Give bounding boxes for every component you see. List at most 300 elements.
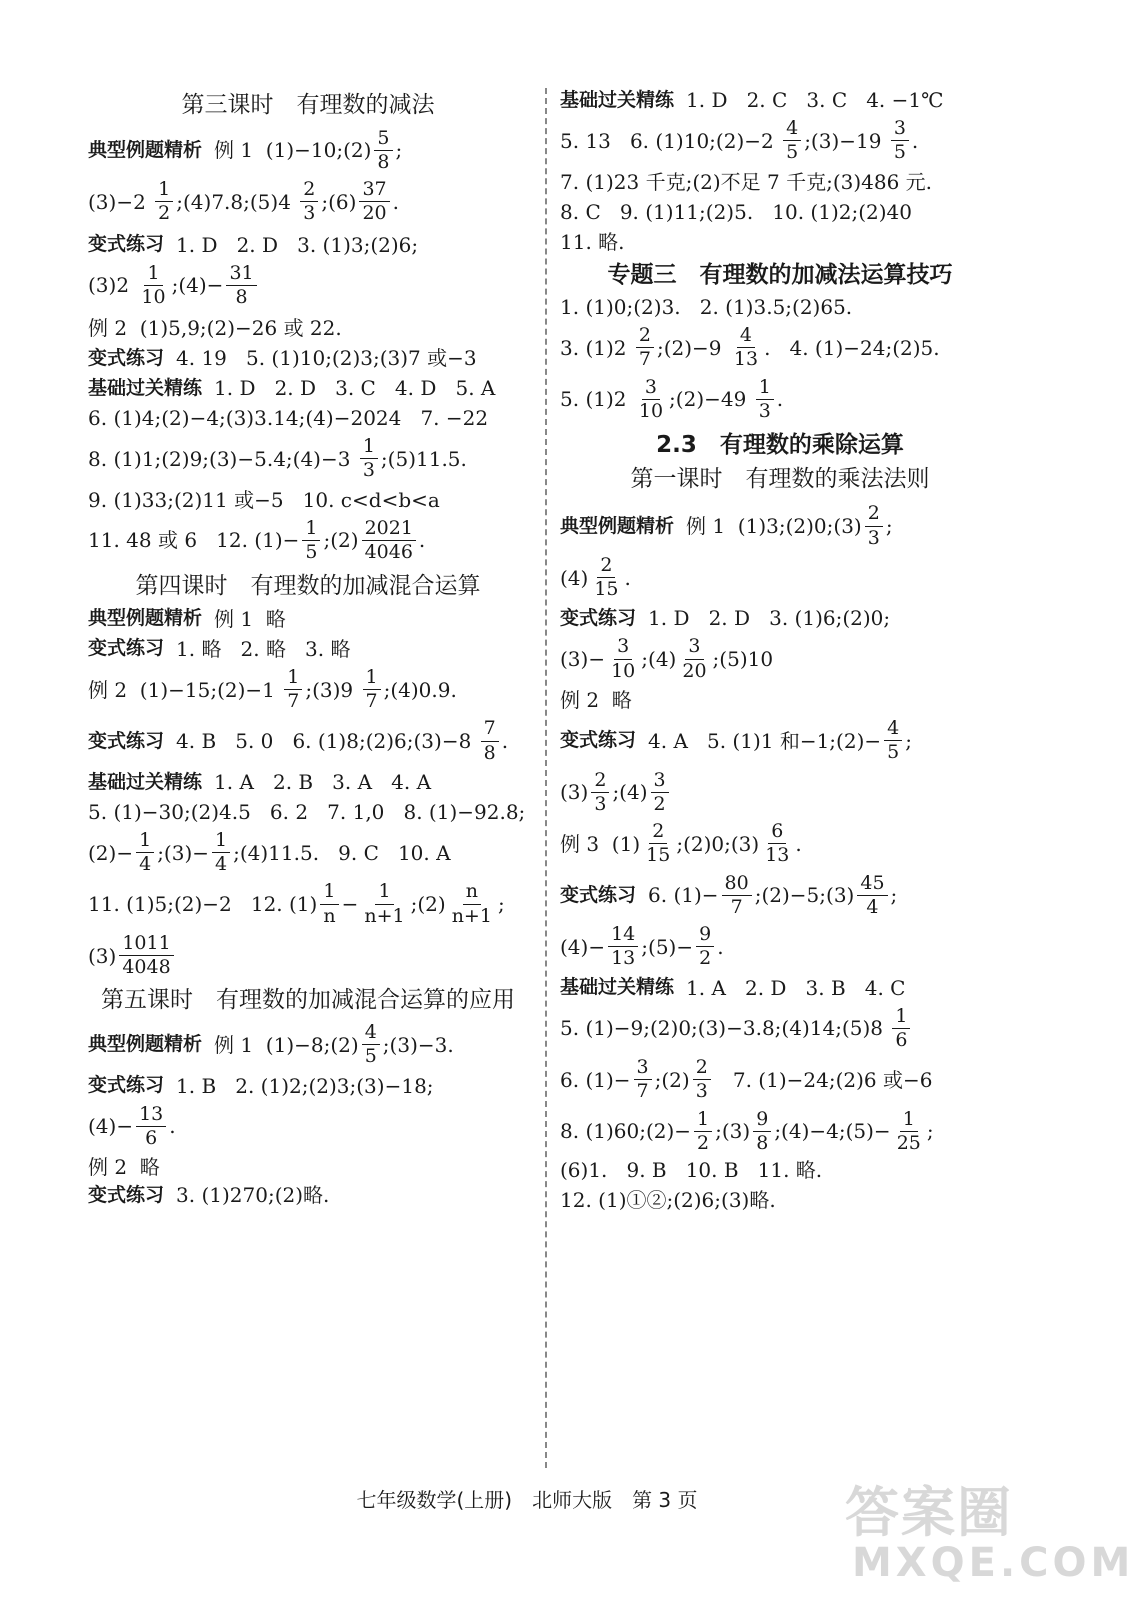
answer-text: ;(4)− (171, 273, 224, 298)
answer-text: 8. C 9. (1)11;(2)5. 10. (1)2;(2)40 (560, 199, 912, 224)
fraction-numerator: 4 (362, 1022, 380, 1045)
answer-text: ;(2)−9 (656, 335, 728, 360)
answer-text: 1. D 2. D 3. (1)6;(2)0; (648, 606, 891, 631)
answer-text: ;(4)0.9. (383, 677, 457, 702)
section-label: 典型例题精析 (88, 138, 203, 161)
fraction (481, 718, 499, 764)
answer-line (88, 263, 528, 309)
fraction (722, 873, 752, 919)
watermark-site: MXQE.COM (852, 1540, 1134, 1586)
fraction (857, 873, 887, 919)
answer-text: 1. D 2. D 3. (1)3;(2)6; (176, 232, 419, 257)
fraction-denominator: 4 (139, 853, 152, 876)
fraction-denominator: 8 (377, 150, 390, 173)
answer-line (88, 800, 528, 824)
answer-line (560, 555, 1000, 601)
answer-line (88, 830, 528, 876)
answer-text: (3)2 (88, 273, 136, 298)
answer-text: 6. (1)− (648, 883, 719, 908)
answer-line (560, 1188, 1000, 1212)
fraction-numerator: 2 (597, 555, 615, 578)
answer-line (560, 976, 1000, 1000)
fraction-denominator: 7 (365, 690, 378, 713)
fraction (155, 179, 173, 225)
fraction-denominator: 4046 (364, 540, 413, 563)
answer-text: ; (905, 728, 912, 753)
section-label: 典型例题精析 (88, 1033, 203, 1056)
answer-text: 例 1 (1)−10;(2) (214, 138, 372, 163)
answer-line (88, 179, 528, 225)
answer-line (560, 295, 1000, 319)
answer-text: (4)− (560, 934, 606, 959)
fraction-numerator: 3 (634, 1057, 652, 1080)
answer-text: ;(3) (715, 1119, 751, 1144)
answer-text: ;(5)− (641, 934, 694, 959)
answer-line (560, 1109, 1000, 1155)
answer-text: 7. (1)−24;(2)6 或−6 (713, 1067, 933, 1092)
fraction (651, 770, 669, 816)
fraction-numerator: 2 (693, 1057, 711, 1080)
fraction-denominator: 15 (646, 844, 671, 867)
answer-text: 例 2 (1)5,9;(2)−26 或 22. (88, 316, 342, 341)
fraction-denominator: 2 (653, 792, 666, 815)
answer-text: 1. A 2. B 3. A 4. A (214, 769, 432, 794)
answer-text: 1. (1)0;(2)3. 2. (1)3.5;(2)65. (560, 295, 853, 320)
fraction (891, 118, 909, 164)
fraction-denominator: 10 (638, 399, 664, 422)
fraction-denominator: 7 (638, 348, 651, 371)
answer-text: 4. 19 5. (1)10;(2)3;(3)7 或−3 (176, 346, 477, 371)
answer-line (88, 376, 528, 400)
section-label: 基础过关精练 (88, 376, 203, 399)
fraction-numerator: 1011 (119, 933, 173, 956)
answer-line (88, 881, 528, 927)
answer-text: (4) (560, 565, 589, 590)
fraction-numerator: 45 (857, 873, 887, 896)
answer-text: ;(2) (654, 1067, 690, 1092)
answer-text: 例 1 (1)−8;(2) (214, 1032, 359, 1057)
answer-text: ;(3)− (157, 840, 210, 865)
fraction-denominator: 6 (145, 1126, 158, 1149)
fraction-denominator: 8 (235, 285, 248, 308)
answer-text: ; (926, 1119, 934, 1144)
section-label: 典型例题精析 (88, 607, 203, 630)
fraction-numerator: 4 (884, 718, 902, 741)
answer-line (560, 924, 1000, 970)
answer-text: ;(3)−19 (804, 128, 888, 153)
fraction-denominator: 3 (362, 459, 375, 482)
fraction-numerator: 2 (591, 770, 609, 793)
section-label: 基础过关精练 (560, 976, 675, 999)
fraction (608, 924, 638, 970)
answer-line (88, 316, 528, 340)
fraction-numerator: 2 (300, 179, 318, 202)
answer-line (88, 233, 528, 257)
answer-text: 5. (1)−30;(2)4.5 6. 2 7. 1,0 8. (1)−92.8; (88, 799, 526, 824)
fraction-numerator: 6 (768, 821, 786, 844)
answer-line (560, 606, 1000, 630)
section-heading: 第一课时 有理数的乘法法则 (630, 465, 930, 492)
fraction-numerator: 1 (212, 830, 230, 853)
answer-line (560, 873, 1000, 919)
fraction (359, 179, 389, 225)
fraction-numerator: 5 (374, 128, 392, 151)
fraction-numerator: 1 (144, 263, 162, 286)
answer-line (88, 1074, 528, 1098)
fraction-numerator: 1 (284, 667, 302, 690)
section-label: 变式练习 (88, 233, 165, 256)
fraction-numerator: 1 (375, 881, 393, 904)
answer-text: (3)− (560, 647, 606, 672)
answer-text: 3. (1)270;(2)略. (176, 1183, 330, 1208)
fraction (884, 718, 902, 764)
answer-text: ; (890, 883, 898, 908)
answer-text: (4)− (88, 1114, 134, 1139)
section-label: 变式练习 (88, 637, 165, 660)
answer-line (88, 637, 528, 661)
fraction (636, 377, 666, 423)
answer-text: ;(4)7.8;(5)4 (176, 189, 298, 214)
answer-text: 8. (1)1;(2)9;(3)−5.4;(4)−3 (88, 446, 357, 471)
fraction-numerator: 14 (608, 924, 638, 947)
answer-line (560, 170, 1000, 194)
answer-text: 4. B 5. 0 6. (1)8;(2)6;(3)−8 (176, 729, 478, 754)
answer-line (560, 88, 1000, 112)
fraction-numerator: 9 (753, 1109, 771, 1132)
answer-line (88, 1104, 528, 1150)
answer-text: (3) (88, 943, 117, 968)
answer-text: ;(5)10 (712, 647, 774, 672)
answer-text: ;(3)9 (305, 677, 360, 702)
answer-line (560, 1158, 1000, 1182)
fraction (300, 179, 318, 225)
fraction-denominator: 5 (887, 741, 900, 764)
fraction-denominator: 3 (695, 1080, 708, 1103)
answer-text: 9. (1)33;(2)11 或−5 10. c<d<b<a (88, 487, 440, 512)
fraction-numerator: 2 (865, 503, 883, 526)
answer-line (88, 1022, 528, 1068)
fraction (591, 770, 609, 816)
section-label: 变式练习 (560, 729, 637, 752)
fraction-denominator: 15 (594, 578, 619, 601)
answer-line (560, 688, 1000, 712)
fraction-denominator: 3 (594, 792, 607, 815)
answer-line (560, 718, 1000, 764)
fraction (696, 924, 714, 970)
fraction-denominator: 5 (786, 141, 799, 164)
answer-line (88, 488, 528, 512)
fraction-denominator: 13 (611, 947, 636, 970)
fraction (138, 263, 168, 309)
answer-line (88, 518, 528, 564)
fraction-denominator: 25 (896, 1131, 921, 1154)
answer-text: 6. (1)− (560, 1067, 631, 1092)
fraction-numerator: n (463, 881, 481, 904)
answer-text: 1. D 2. C 3. C 4. −1℃ (686, 88, 944, 112)
answer-line (560, 200, 1000, 224)
fraction (374, 128, 392, 174)
section-label: 变式练习 (560, 607, 637, 630)
answer-line (88, 346, 528, 370)
answer-text: . (501, 729, 509, 754)
fraction-numerator: 3 (685, 636, 703, 659)
fraction-denominator: n+1 (364, 904, 405, 927)
fraction (320, 881, 338, 927)
fraction-numerator: 1 (155, 179, 173, 202)
fraction (693, 1057, 711, 1103)
answer-line (88, 770, 528, 794)
fraction-denominator: 2 (699, 947, 712, 970)
fraction (362, 518, 416, 564)
answer-text: ; (497, 892, 505, 917)
fraction-numerator: 9 (696, 924, 714, 947)
answer-line (88, 718, 528, 764)
fraction-denominator: 2 (158, 202, 171, 225)
left-column (88, 78, 528, 1207)
section-label: 基础过关精练 (88, 770, 203, 793)
section-heading: 第四课时 有理数的加减混合运算 (135, 573, 481, 600)
answer-line (88, 667, 528, 713)
fraction-numerator: 13 (136, 1104, 166, 1127)
answer-line (88, 607, 528, 631)
answer-text: . (392, 189, 400, 214)
answer-text: 8. (1)60;(2)− (560, 1119, 692, 1144)
answer-text: . 4. (1)−24;(2)5. (764, 335, 940, 360)
answer-text: . (911, 128, 919, 153)
answer-text: ;(4) (641, 647, 677, 672)
answer-line (560, 1057, 1000, 1103)
fraction-numerator: 1 (320, 881, 338, 904)
fraction-denominator: 7 (287, 690, 300, 713)
fraction (284, 667, 302, 713)
section-label: 基础过关精练 (560, 88, 675, 111)
fraction-numerator: 2 (649, 821, 667, 844)
fraction (894, 1109, 924, 1155)
fraction-denominator: n+1 (451, 904, 492, 927)
fraction (608, 636, 638, 682)
answer-line (88, 436, 528, 482)
answer-text: 1. B 2. (1)2;(2)3;(3)−18; (176, 1073, 434, 1098)
fraction (212, 830, 230, 876)
fraction-numerator: 1 (136, 830, 154, 853)
answer-line (560, 325, 1000, 371)
answer-text: ;(3)−3. (382, 1032, 454, 1057)
answer-text: 例 3 (1) (560, 831, 641, 856)
fraction (694, 1109, 712, 1155)
answer-text: 6. (1)4;(2)−4;(3)3.14;(4)−2024 7. −22 (88, 406, 489, 431)
section-label: 变式练习 (88, 729, 165, 752)
answer-text: 1. 略 2. 略 3. 略 (176, 636, 351, 661)
fraction-denominator: 13 (733, 348, 759, 371)
fraction (136, 830, 154, 876)
fraction-denominator: 10 (611, 659, 636, 682)
answer-line (560, 636, 1000, 682)
fraction-numerator: 80 (722, 873, 752, 896)
answer-text: 5. 13 6. (1)10;(2)−2 (560, 128, 781, 153)
answer-text: 例 2 略 (88, 1155, 160, 1180)
answer-text: 1. A 2. D 3. B 4. C (686, 975, 906, 1000)
answer-text: 11. 48 或 6 12. (1)− (88, 528, 300, 553)
fraction-denominator: n (323, 904, 336, 927)
fraction-denominator: 3 (867, 526, 880, 549)
fraction (731, 325, 761, 371)
fraction-denominator: 7 (730, 895, 743, 918)
section-heading: 第五课时 有理数的加减混合运算的应用 (101, 986, 515, 1013)
fraction-denominator: 4 (215, 853, 228, 876)
answer-line (560, 377, 1000, 423)
fraction (302, 518, 320, 564)
answer-text: (6)1. 9. B 10. B 11. 略. (560, 1158, 823, 1183)
answer-text: ;(4) (612, 780, 648, 805)
column-divider (545, 88, 547, 1468)
answer-text: 例 1 略 (214, 606, 286, 631)
fraction-denominator: 5 (305, 540, 318, 563)
answer-text: ;(5)11.5. (380, 446, 467, 471)
answer-text: 12. (1)①②;(2)6;(3)略. (560, 1188, 776, 1213)
fraction-denominator: 20 (682, 659, 707, 682)
answer-text: 7. (1)23 千克;(2)不足 7 千克;(3)486 元. (560, 169, 933, 194)
fraction (226, 263, 256, 309)
fraction (865, 503, 883, 549)
fraction-numerator: 1 (900, 1109, 918, 1132)
fraction-numerator: 1 (756, 377, 774, 400)
section-heading: 专题三 有理数的加减法运算技巧 (607, 261, 953, 288)
fraction-numerator: 1 (360, 436, 378, 459)
fraction (591, 555, 621, 601)
fraction-numerator: 2 (636, 325, 654, 348)
fraction (892, 1006, 910, 1052)
answer-text: ;(4)−4;(5)− (774, 1119, 891, 1144)
fraction (449, 881, 495, 927)
fraction (753, 1109, 771, 1155)
answer-text: − (341, 892, 359, 917)
section-label: 变式练习 (88, 1183, 165, 1206)
fraction-numerator: 3 (642, 377, 660, 400)
answer-text: ;(2)0;(3) (676, 831, 760, 856)
answer-line (560, 821, 1000, 867)
answer-text: 5. (1)−9;(2)0;(3)−3.8;(4)14;(5)8 (560, 1016, 890, 1041)
page-footer: 七年级数学(上册) 北师大版 第 3 页 (356, 1488, 698, 1512)
answer-text: 11. 略. (560, 229, 625, 254)
fraction-numerator: 1 (694, 1109, 712, 1132)
fraction-denominator: 6 (895, 1028, 908, 1051)
fraction-denominator: 8 (483, 741, 496, 764)
fraction-numerator: 1 (302, 518, 320, 541)
answer-text: 5. (1)2 (560, 387, 633, 412)
fraction-numerator: 1 (892, 1006, 910, 1029)
answer-text: ;(6) (321, 189, 357, 214)
answer-text: ; (885, 514, 893, 539)
fraction-denominator: 10 (141, 285, 166, 308)
fraction-numerator: 4 (783, 118, 801, 141)
fraction-numerator: 31 (226, 263, 256, 286)
fraction-numerator: 37 (359, 179, 389, 202)
fraction-denominator: 3 (303, 202, 316, 225)
answer-text: ;(2)−5;(3) (754, 883, 855, 908)
section-label: 变式练习 (88, 346, 165, 369)
answer-line (88, 406, 528, 430)
fraction-numerator: 3 (614, 636, 632, 659)
answer-text: ;(2) (410, 892, 446, 917)
fraction-denominator: 4 (866, 895, 879, 918)
fraction-denominator: 3 (758, 399, 771, 422)
fraction-numerator: 2021 (362, 518, 416, 541)
answer-text: ;(4)11.5. 9. C 10. A (233, 840, 451, 865)
fraction-numerator: 3 (891, 118, 909, 141)
fraction (634, 1057, 652, 1103)
answer-text: . (776, 387, 784, 412)
fraction (679, 636, 709, 682)
section-label: 变式练习 (560, 883, 637, 906)
answer-text: . (418, 528, 426, 553)
fraction (360, 436, 378, 482)
answer-text: . (169, 1114, 176, 1139)
answer-text: 3. (1)2 (560, 335, 633, 360)
fraction-denominator: 2 (697, 1131, 710, 1154)
fraction-numerator: 1 (363, 667, 381, 690)
section-label: 变式练习 (88, 1074, 165, 1097)
answer-text: 例 2 略 (560, 687, 632, 712)
answer-line (88, 1155, 528, 1179)
fraction (756, 377, 774, 423)
section-heading: 2.3 有理数的乘除运算 (656, 432, 904, 459)
section-heading: 第三课时 有理数的减法 (181, 92, 435, 118)
fraction-numerator: 7 (481, 718, 499, 741)
fraction-numerator: 4 (737, 325, 755, 348)
answer-text: . (795, 831, 802, 856)
answer-text: 11. (1)5;(2)−2 12. (1) (88, 892, 318, 917)
answer-line (88, 933, 528, 979)
answer-text: 1. D 2. D 3. C 4. D 5. A (214, 376, 496, 401)
answer-line (88, 128, 528, 174)
answer-text: 例 1 (1)3;(2)0;(3) (686, 514, 862, 539)
answer-text: . (717, 934, 724, 959)
fraction (119, 933, 173, 979)
fraction (636, 325, 654, 371)
answer-text: (3) (560, 780, 589, 805)
answer-line (88, 1183, 528, 1207)
answer-text: (2)− (88, 840, 134, 865)
answer-line (560, 230, 1000, 254)
fraction-denominator: 7 (636, 1080, 649, 1103)
watermark-logo: 答案圈 (845, 1481, 1013, 1544)
answer-line (560, 1006, 1000, 1052)
fraction-denominator: 8 (756, 1131, 769, 1154)
fraction-denominator: 5 (364, 1045, 377, 1068)
fraction-denominator: 13 (765, 844, 790, 867)
answer-text: 例 2 (1)−15;(2)−1 (88, 677, 282, 702)
fraction (363, 667, 381, 713)
fraction (762, 821, 792, 867)
answer-text: ;(2) (323, 528, 359, 553)
fraction (362, 1022, 380, 1068)
answer-text: . (624, 565, 631, 590)
answer-text: ; (395, 138, 403, 163)
fraction-numerator: 3 (651, 770, 669, 793)
fraction (783, 118, 801, 164)
answer-line (560, 118, 1000, 164)
fraction-denominator: 5 (893, 141, 906, 164)
fraction-denominator: 4048 (122, 956, 171, 979)
fraction (643, 821, 673, 867)
section-label: 典型例题精析 (560, 514, 675, 537)
answer-text: ;(2)−49 (669, 387, 753, 412)
fraction-denominator: 20 (362, 202, 387, 225)
fraction (136, 1104, 166, 1150)
answer-text: (3)−2 (88, 189, 153, 214)
answer-text: 4. A 5. (1)1 和−1;(2)− (648, 728, 882, 753)
fraction (361, 881, 407, 927)
